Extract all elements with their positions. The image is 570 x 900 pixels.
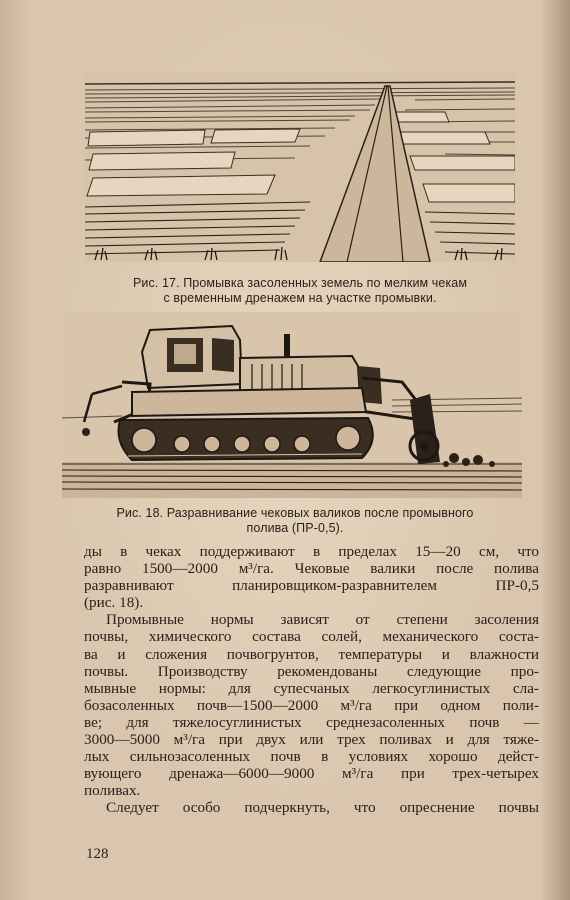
text-line: почвы. Производству рекомендованы следующие про- bbox=[84, 662, 539, 680]
text-line: разравнивают планировщиком-разравнителем ПР-0,5 bbox=[84, 577, 539, 595]
figure-17-illustration bbox=[85, 72, 515, 262]
text-line: лых сильнозасоленных почв в условиях хорошо дейст- bbox=[84, 748, 539, 766]
caption-line: полива (ПР-0,5). bbox=[246, 521, 344, 535]
figure-18-caption bbox=[70, 506, 520, 536]
text-line: ва и сложения почвогрунтов, температуры и влажности bbox=[84, 645, 539, 663]
text-line: 3000—5000 м³/га при двух или трех поливах и для тяже- bbox=[84, 731, 539, 749]
text-line: ве; для тяжелосуглинистых среднезасоленных почв — bbox=[84, 713, 539, 731]
text-line: (рис. 18). bbox=[84, 594, 144, 612]
text-line: почвы, химического состава солей, механического соста- bbox=[84, 628, 539, 646]
caption-line: Рис. 18. Разравнивание чековых валиков после промывного bbox=[116, 506, 474, 520]
text-line: поливах. bbox=[84, 782, 141, 800]
figure-17-caption bbox=[95, 276, 505, 306]
text-line: бозасоленных почв—1500—2000 м³/га при одном поли- bbox=[84, 696, 539, 714]
text-line: мывные нормы: для супесчаных легкосуглинистых сла- bbox=[84, 679, 539, 697]
text-line: равно 1500—2000 м³/га. Чековые валики после полива bbox=[84, 560, 539, 578]
text-line: вующего дренажа—6000—9000 м³/га при трех-четырех bbox=[84, 765, 539, 783]
page-number: 128 bbox=[86, 846, 109, 862]
tractor-leveler-drawing bbox=[62, 312, 522, 498]
field-checks-drawing bbox=[85, 72, 515, 262]
text-line: ды в чеках поддерживают в пределах 15—20 см, что bbox=[84, 543, 539, 560]
text-line: Промывные нормы зависят от степени засоления bbox=[106, 611, 539, 629]
text-line: Следует особо подчеркнуть, что опреснение почвы bbox=[106, 799, 539, 817]
figure-18-illustration bbox=[62, 312, 522, 498]
body-text bbox=[84, 543, 539, 817]
caption-line: с временным дренажем на участке промывки. bbox=[163, 291, 437, 305]
caption-line: Рис. 17. Промывка засоленных земель по мелким чекам bbox=[132, 276, 468, 290]
